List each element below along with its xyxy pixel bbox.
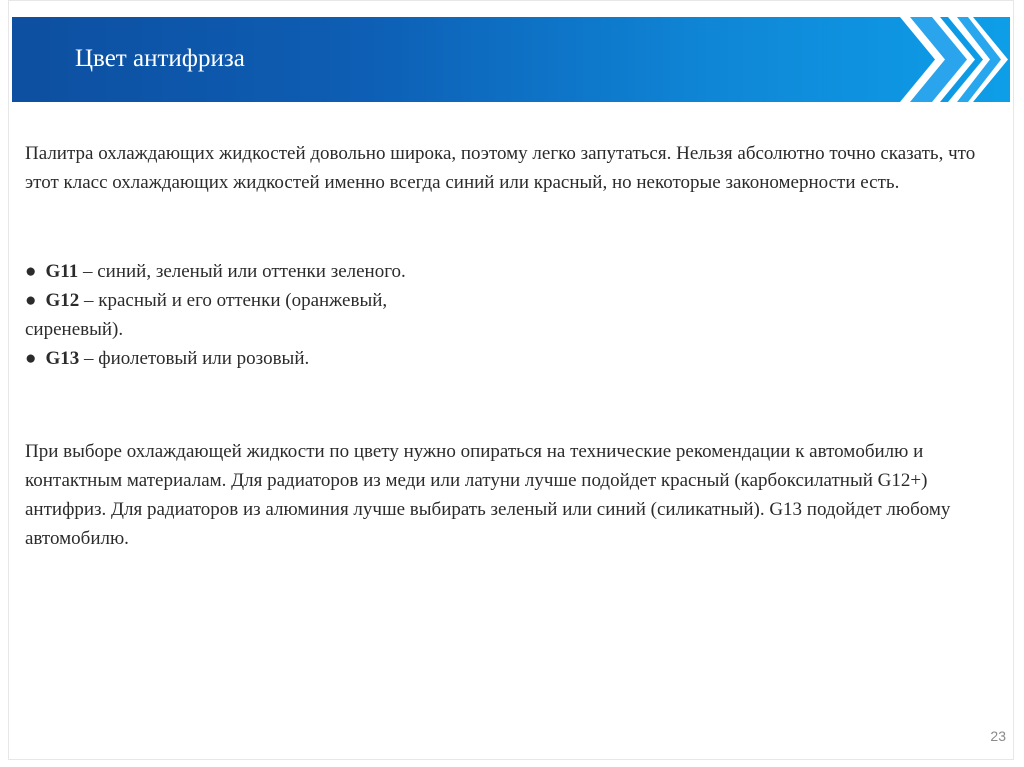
grade-description-continuation: сиреневый). bbox=[25, 319, 124, 340]
grade-description: – синий, зеленый или оттенки зеленого. bbox=[78, 261, 406, 282]
grade-code: G13 bbox=[45, 348, 80, 369]
slide-frame bbox=[8, 0, 1014, 760]
bullet-icon: ● bbox=[25, 290, 37, 311]
grade-item-g11 bbox=[25, 257, 1000, 286]
advice-paragraph: При выборе охлаждающей жидкости по цвету нужно опираться на технические рекомендации к автомобилю и контактным материалам. Для радиаторов из меди или латуни лучше подойдет красный (карбоксилатный G12+) антифриз. Для радиаторов из алюминия лучше выбирать зеленый или синий (силикатный). G13 подойдет любому автомобилю. bbox=[25, 441, 951, 549]
grade-list bbox=[25, 257, 1000, 373]
grade-item-g12 bbox=[25, 286, 1000, 315]
grade-code: G12 bbox=[45, 290, 80, 311]
grade-description: – красный и его оттенки (оранжевый, bbox=[79, 290, 388, 311]
intro-paragraph: Палитра охлаждающих жидкостей довольно широка, поэтому легко запутаться. Нельзя абсолютно точно сказать, что этот класс охлаждающих жидкостей именно всегда синий или красный, но некоторые закономерности есть. bbox=[25, 143, 976, 193]
slide-title: Цвет антифриза bbox=[75, 45, 245, 72]
bullet-icon: ● bbox=[25, 348, 37, 369]
double-chevron-icon bbox=[880, 17, 1010, 102]
grade-description: – фиолетовый или розовый. bbox=[79, 348, 310, 369]
grade-code: G11 bbox=[45, 261, 79, 282]
bullet-icon: ● bbox=[25, 261, 37, 282]
grade-item-g13 bbox=[25, 344, 1000, 373]
page-number: 23 bbox=[990, 728, 1006, 744]
title-banner bbox=[12, 17, 1010, 102]
